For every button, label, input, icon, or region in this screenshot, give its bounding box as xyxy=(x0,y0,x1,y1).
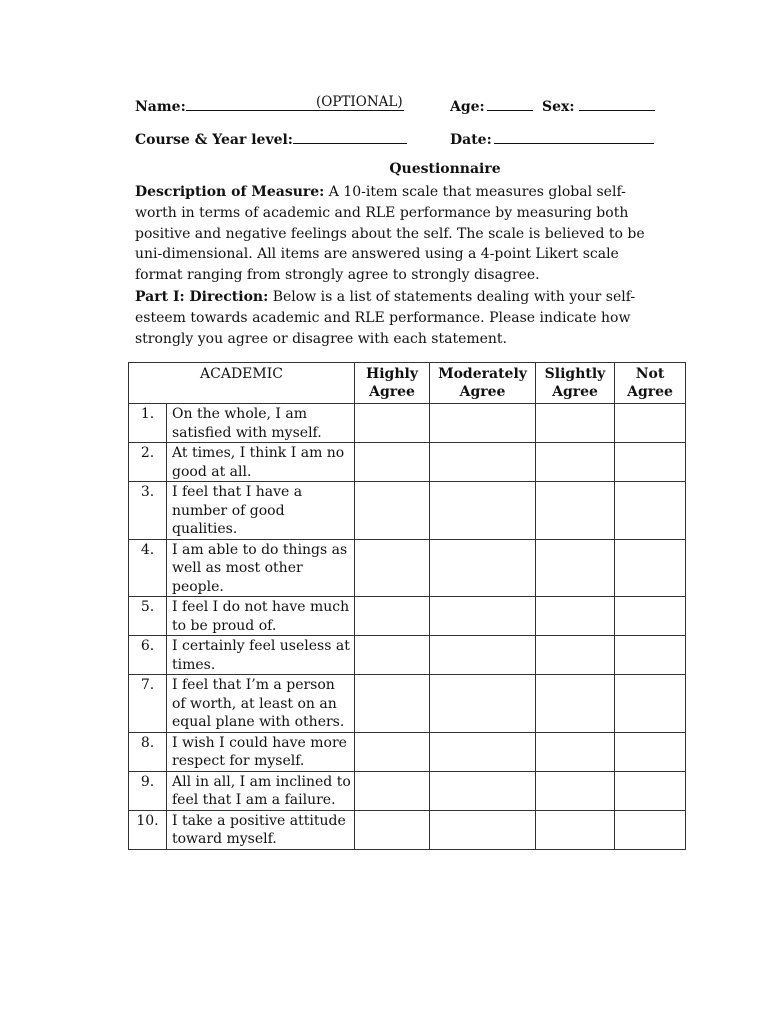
answer-cell-not-agree[interactable] xyxy=(615,539,686,597)
answer-cell-highly-agree[interactable] xyxy=(355,732,430,771)
answer-cell-highly-agree[interactable] xyxy=(355,810,430,849)
direction-label: Part I: Direction: xyxy=(135,289,269,305)
item-statement: I feel that I’m a person of worth, at least on an equal plane with others. xyxy=(167,675,355,733)
answer-cell-highly-agree[interactable] xyxy=(355,539,430,597)
answer-cell-not-agree[interactable] xyxy=(615,810,686,849)
item-number: 8. xyxy=(129,732,167,771)
date-label: Date: xyxy=(450,132,492,148)
course-label: Course & Year level: xyxy=(135,132,293,148)
item-number: 5. xyxy=(129,597,167,636)
table-row xyxy=(129,404,686,443)
answer-cell-not-agree[interactable] xyxy=(615,404,686,443)
column-header-not-agree: Not Agree xyxy=(615,363,686,404)
answer-cell-highly-agree[interactable] xyxy=(355,597,430,636)
answer-cell-highly-agree[interactable] xyxy=(355,771,430,810)
item-statement: I certainly feel useless at times. xyxy=(167,636,355,675)
sex-field[interactable] xyxy=(579,95,655,111)
table-row xyxy=(129,597,686,636)
answer-cell-moderately-agree[interactable] xyxy=(430,675,536,733)
page-title: Questionnaire xyxy=(389,161,501,177)
course-field[interactable] xyxy=(293,128,407,144)
answer-cell-highly-agree[interactable] xyxy=(355,636,430,675)
answer-cell-moderately-agree[interactable] xyxy=(430,810,536,849)
answer-cell-highly-agree[interactable] xyxy=(355,443,430,482)
item-statement: I feel I do not have much to be proud of. xyxy=(167,597,355,636)
item-number: 4. xyxy=(129,539,167,597)
answer-cell-moderately-agree[interactable] xyxy=(430,404,536,443)
table-row xyxy=(129,732,686,771)
table-row xyxy=(129,636,686,675)
answer-cell-moderately-agree[interactable] xyxy=(430,636,536,675)
answer-cell-slightly-agree[interactable] xyxy=(536,482,615,540)
item-number: 1. xyxy=(129,404,167,443)
course-row xyxy=(135,128,407,148)
date-row xyxy=(450,128,654,148)
answer-cell-highly-agree[interactable] xyxy=(355,404,430,443)
answer-cell-not-agree[interactable] xyxy=(615,482,686,540)
item-statement: At times, I think I am no good at all. xyxy=(167,443,355,482)
direction-block xyxy=(135,287,655,349)
description-label: Description of Measure: xyxy=(135,184,325,200)
answer-cell-moderately-agree[interactable] xyxy=(430,732,536,771)
table-row xyxy=(129,810,686,849)
table-row xyxy=(129,482,686,540)
description-text: A 10-item scale that measures global self-worth in terms of academic and RLE performance by measuring both positive and negative feelings about the self. The scale is believed to be uni-dimensional. All items are answered using a 4-point Likert scale format ranging from strongly agree to strongly disagree. xyxy=(135,184,645,284)
answer-cell-moderately-agree[interactable] xyxy=(430,597,536,636)
table-row xyxy=(129,539,686,597)
name-optional-hint: (OPTIONAL) xyxy=(316,94,403,110)
answer-cell-slightly-agree[interactable] xyxy=(536,810,615,849)
answer-cell-not-agree[interactable] xyxy=(615,771,686,810)
item-statement: I feel that I have a number of good qualities. xyxy=(167,482,355,540)
answer-cell-not-agree[interactable] xyxy=(615,597,686,636)
answer-cell-not-agree[interactable] xyxy=(615,443,686,482)
age-row xyxy=(450,95,533,115)
answer-cell-not-agree[interactable] xyxy=(615,675,686,733)
item-statement: All in all, I am inclined to feel that I am a failure. xyxy=(167,771,355,810)
sex-label: Sex: xyxy=(542,99,575,115)
answer-cell-not-agree[interactable] xyxy=(615,636,686,675)
description-block xyxy=(135,182,655,286)
item-number: 6. xyxy=(129,636,167,675)
answer-cell-slightly-agree[interactable] xyxy=(536,404,615,443)
item-number: 3. xyxy=(129,482,167,540)
item-statement: On the whole, I am satisfied with myself. xyxy=(167,404,355,443)
table-row xyxy=(129,771,686,810)
item-number: 7. xyxy=(129,675,167,733)
column-header-highly-agree: Highly Agree xyxy=(355,363,430,404)
answer-cell-slightly-agree[interactable] xyxy=(536,443,615,482)
item-number: 2. xyxy=(129,443,167,482)
item-number: 9. xyxy=(129,771,167,810)
academic-header: ACADEMIC xyxy=(129,363,355,404)
date-field[interactable] xyxy=(494,128,654,144)
answer-cell-slightly-agree[interactable] xyxy=(536,539,615,597)
age-label: Age: xyxy=(450,99,485,115)
item-statement: I wish I could have more respect for myself. xyxy=(167,732,355,771)
age-field[interactable] xyxy=(487,95,533,111)
answer-cell-moderately-agree[interactable] xyxy=(430,771,536,810)
questionnaire-table xyxy=(128,362,686,850)
answer-cell-highly-agree[interactable] xyxy=(355,482,430,540)
table-row xyxy=(129,675,686,733)
direction-text: Below is a list of statements dealing with your self-esteem towards academic and RLE performance. Please indicate how strongly you agree or disagree with each statement. xyxy=(135,289,636,347)
answer-cell-not-agree[interactable] xyxy=(615,732,686,771)
item-statement: I take a positive attitude toward myself. xyxy=(167,810,355,849)
sex-row xyxy=(542,95,655,115)
column-header-slightly-agree: Slightly Agree xyxy=(536,363,615,404)
answer-cell-slightly-agree[interactable] xyxy=(536,597,615,636)
table-row xyxy=(129,443,686,482)
answer-cell-slightly-agree[interactable] xyxy=(536,732,615,771)
answer-cell-slightly-agree[interactable] xyxy=(536,675,615,733)
table-header-row xyxy=(129,363,686,404)
item-number: 10. xyxy=(129,810,167,849)
name-label: Name: xyxy=(135,99,186,115)
answer-cell-moderately-agree[interactable] xyxy=(430,482,536,540)
column-header-moderately-agree: Moderately Agree xyxy=(430,363,536,404)
answer-cell-moderately-agree[interactable] xyxy=(430,443,536,482)
answer-cell-slightly-agree[interactable] xyxy=(536,771,615,810)
answer-cell-highly-agree[interactable] xyxy=(355,675,430,733)
answer-cell-slightly-agree[interactable] xyxy=(536,636,615,675)
answer-cell-moderately-agree[interactable] xyxy=(430,539,536,597)
item-statement: I am able to do things as well as most other people. xyxy=(167,539,355,597)
